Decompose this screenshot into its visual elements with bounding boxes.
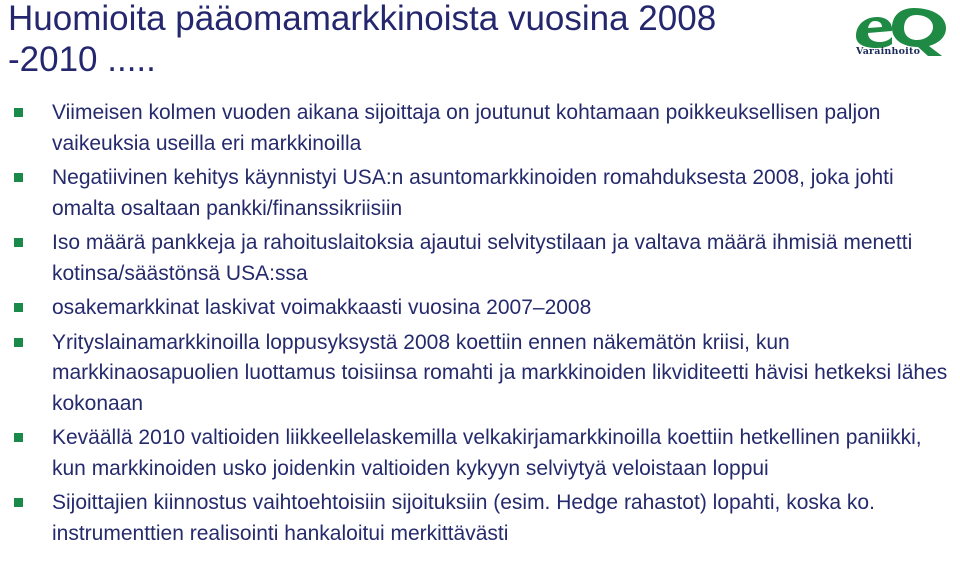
logo-e-shape [856, 17, 892, 48]
bullet-item [0, 228, 952, 289]
bullet-text: Yrityslainamarkkinoilla loppusyksystä 2008 koettiin ennen näkemätön kriisi, kun markkinaosapuolien luottamus toisiinsa romahti ja markkinoiden likviditeetti hävisi hetkeksi lähes kokonaan [52, 330, 948, 415]
bullet-item [0, 98, 952, 159]
logo-caption: Varainhoito [856, 46, 921, 57]
bullet-item [0, 328, 952, 420]
bullet-text: Iso määrä pankkeja ja rahoituslaitoksia ajautui selvitystilaan ja valtava määrä ihmisiä menetti kotinsa/säästönsä USA:ssa [52, 231, 913, 285]
bullet-square-icon [14, 498, 23, 507]
bullet-text: Negatiivinen kehitys käynnistyi USA:n asuntomarkkinoiden romahduksesta 2008, joka johti omalta osaltaan pankki/finanssikriisiin [52, 166, 894, 220]
bullet-item [0, 293, 952, 324]
slide-title: Huomioita pääomamarkkinoista vuosina 2008 -2010 ..... [8, 0, 717, 79]
bullet-square-icon [14, 238, 23, 247]
bullet-square-icon [14, 108, 23, 117]
bullet-square-icon [14, 338, 23, 347]
bullet-square-icon [14, 303, 23, 312]
bullet-text: Sijoittajien kiinnostus vaihtoehtoisiin sijoituksiin (esim. Hedge rahastot) lopahti, koska ko. instrumenttien realisointi hankaloitui merkittävästi [52, 491, 875, 545]
bullet-text: Viimeisen kolmen vuoden aikana sijoittaja on joutunut kohtamaan poikkeuksellisen paljon vaikeuksia useilla eri markkinoilla [52, 101, 881, 155]
bullet-item [0, 163, 952, 224]
bullet-item [0, 423, 952, 484]
bullet-text: osakemarkkinat laskivat voimakkaasti vuosina 2007–2008 [52, 296, 592, 319]
bullet-list [0, 98, 952, 553]
bullet-square-icon [14, 173, 23, 182]
bullet-text: Keväällä 2010 valtioiden liikkeellelaskemilla velkakirjamarkkinoilla koettiin hetkellinen paniikki, kun markkinoiden usko joidenkin valtioiden kykyyn selviytyä veloistaan loppui [52, 426, 922, 480]
bullet-square-icon [14, 433, 23, 442]
bullet-item [0, 488, 952, 549]
